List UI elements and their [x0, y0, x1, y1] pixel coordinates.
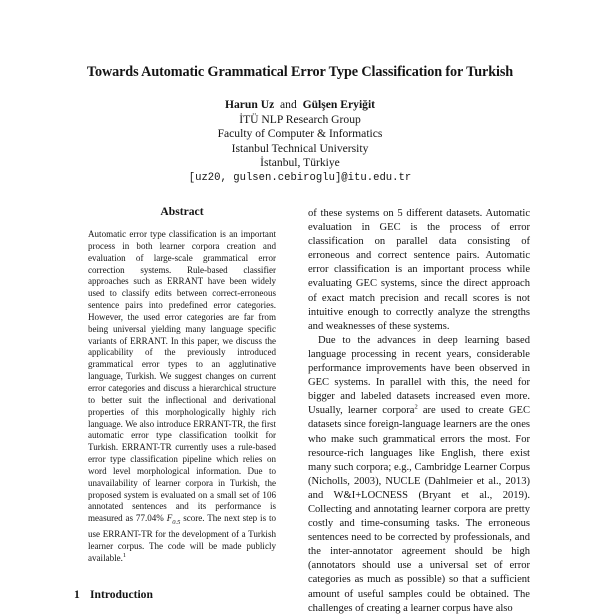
- score-subscript: 0.5: [172, 519, 181, 527]
- footnote-marker: 2: [414, 403, 418, 411]
- author-1: Harun Uz: [224, 98, 275, 111]
- footnote-marker: 1: [122, 551, 127, 559]
- affiliation-line: Faculty of Computer & Informatics: [217, 127, 383, 141]
- author-2: Gülşen Eryiğit: [302, 98, 376, 111]
- score-symbol: F: [166, 513, 173, 524]
- author-block: [0, 98, 600, 186]
- paragraph-text-part: are used to create GEC datasets since foreign-language learners are the ones who make such grammatical errors the most. For resource-rich languages like English, there exist many such corpora; e.g., Cambridge Learner Corpus (Nicholls, 2003), NUCLE (Dahlmeier et al., 2013) and W&I+LOCNESS (Bryant et al., 2019). Collecting and annotating learner corpora are pretty costly and time-consuming tasks. The erroneous sentences need to be corrected by professionals, and the inter-annotator agreement should be high (annotators should use a universal set of error categories as much as possible) so that a sufficient amount of useful samples could be obtained. The challenges of creating a learner corpus have also: [308, 405, 531, 614]
- affiliation-line: Istanbul Technical University: [231, 141, 369, 155]
- affiliation-line: İTÜ NLP Research Group: [239, 112, 361, 126]
- section-number: 1: [74, 588, 80, 601]
- abstract-text-part: Automatic error type classification is an important process in both learner corpora creation and evaluation of large-scale grammatical error correction systems. Rule-based classifier approaches such as ERRANT have been widely used to classify edits between correct-erroneous sentence pairs into predefined error categories. However, the used error categories are far from being universal yielding many language specific variants of ERRANT. In this paper, we discuss the applicability of the previously introduced grammatical error types to an agglutinative language, Turkish. We suggest changes on current error categories and discuss a hierarchical structure to better suit the inflectional and derivational properties of this morphologically highly rich language. We also introduce ERRANT-TR, the first automatic error type classification toolkit for Turkish. ERRANT-TR currently uses a rule-based error type classification pipeline which relies on word level morphological information. Due to unavailability of learner corpora in Turkish, the proposed system is evaluated on a small set of 106 annotated sentences and its performance is measured as 77.04%: [88, 229, 276, 524]
- paragraph: of these systems on 5 different datasets. Automatic evaluation in GEC is the process of error classification on parallel data consisting of erroneous and correct sentence pairs. Automatic error classification is an important process while evaluating GEC systems, since the direct approach of exact match precision and recall scores is not intuitive enough to correctly analyze the strengths and weaknesses of these systems.: [308, 208, 530, 332]
- author-names: [0, 98, 600, 113]
- abstract-heading: Abstract: [160, 205, 204, 218]
- section-title: Introduction: [90, 588, 153, 601]
- section-heading-introduction: [74, 588, 153, 601]
- abstract-text: [88, 229, 276, 564]
- f05-score-symbol: [166, 513, 181, 527]
- affiliation-line: İstanbul, Türkiye: [260, 156, 340, 170]
- author-conjunction: and: [280, 98, 297, 111]
- paper-title: Towards Automatic Grammatical Error Type Classification for Turkish: [86, 64, 514, 80]
- author-email: [uz20, gulsen.cebiroglu]@itu.edu.tr: [188, 171, 412, 184]
- paragraph-text-part: Due to the advances in deep learning based language processing in recent years, considerable performance improvements have been observed in GEC systems. In parallel with this, the need for bigger and labeled datasets increased even more. Usually, learner corpora: [308, 334, 530, 417]
- abstract-text-part: score. The next step is to use ERRANT-TR for the development of a Turkish learner corpus. The code will be made publicly available.: [88, 513, 276, 563]
- paragraph: [308, 334, 530, 616]
- right-column-text: [308, 207, 530, 616]
